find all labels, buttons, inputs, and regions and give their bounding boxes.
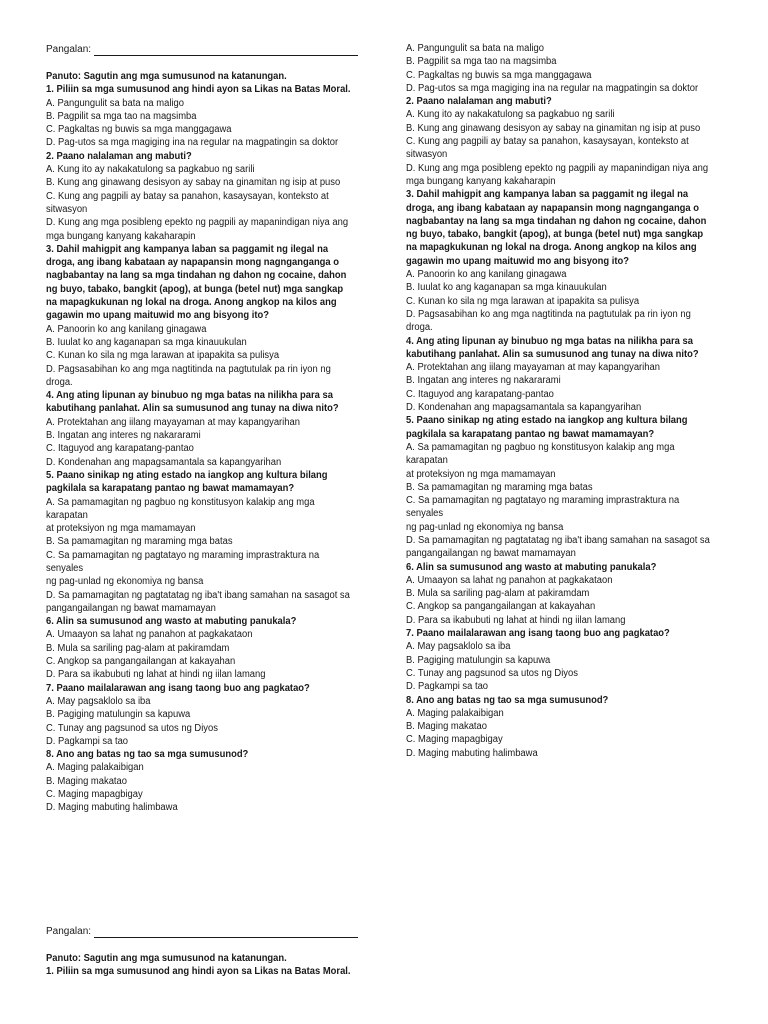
question-stem-line: ng buyo, tabako, bangkit (apog), at bunga (betel nut) mga sangkap [406, 229, 704, 241]
name-blank-line[interactable] [94, 927, 358, 938]
question-stem-line: na mapagkukunan ng lokal na droga. Anong angkop na kilos ang [406, 242, 697, 254]
question-stem-line: 6. Alin sa sumusunod ang wasto at mabuting panukala? [406, 561, 657, 573]
question-item [46, 389, 358, 469]
answer-choice[interactable]: B. Sa pamamagitan ng maraming mga batas [406, 481, 593, 493]
answer-choice[interactable]: D. Kondenahan ang mapagsamantala sa kapangyarihan [406, 402, 642, 414]
answer-choice[interactable]: C. Kunan ko sila ng mga larawan at ipapakita sa pulisya [406, 295, 640, 307]
question-list-continued [406, 42, 718, 760]
answer-choice[interactable]: D. Pagsasabihan ko ang mga nagtitinda na pagtutulak pa rin iyon ng [406, 308, 691, 320]
question-item [46, 243, 358, 389]
question-stem-line: nagbabantay na lang sa mga tindahan ng dahon ng cocaine, dahon [406, 215, 707, 227]
answer-choice[interactable]: pangangailangan ng bawat mamamayan [406, 548, 576, 560]
answer-choice[interactable]: sitwasyon [406, 149, 448, 161]
answer-choice[interactable]: B. Sa pamamagitan ng maraming mga batas [46, 536, 233, 548]
question-item [406, 627, 718, 693]
answer-choice[interactable]: C. Sa pamamagitan ng pagtatayo ng maraming imprastraktura na [46, 549, 320, 561]
answer-choice[interactable]: senyales [46, 562, 84, 574]
name-row [46, 924, 358, 938]
answer-choice[interactable]: B. Pagpilit sa mga tao na magsimba [46, 110, 197, 122]
answer-choice[interactable]: C. Maging mapagbigay [46, 789, 143, 801]
answer-choice[interactable]: A. Sa pamamagitan ng pagbuo ng konstitusyon kalakip ang mga [406, 441, 675, 453]
answer-choice[interactable]: B. Kung ang ginawang desisyon ay sabay na ginamitan ng isip at puso [46, 177, 341, 189]
answer-choice[interactable]: B. Ingatan ang interes ng nakararami [406, 375, 561, 387]
answer-choice[interactable]: C. Pagkaltas ng buwis sa mga manggagawa [406, 69, 592, 81]
question-stem-line: pagkilala sa karapatang pantao ng bawat mamamayan? [46, 483, 295, 495]
answer-choice[interactable]: A. Kung ito ay nakakatulong sa pagkabuo ng sarili [46, 164, 255, 176]
answer-choice[interactable]: B. Mula sa sariling pag-alam at pakiramdam [406, 588, 590, 600]
question-stem-line: 2. Paano nalalaman ang mabuti? [46, 150, 192, 162]
question-item [46, 469, 358, 615]
answer-choice[interactable]: B. Kung ang ginawang desisyon ay sabay na ginamitan ng isip at puso [406, 122, 701, 134]
question-stem-line: droga, ang ibang kabataan ay napapansin mong nagnganganga o [46, 257, 340, 269]
question-item [46, 150, 358, 243]
name-label: Pangalan: [46, 43, 92, 55]
question-stem-line: gagawin mo upang maituwid mo ang bisyong ito? [406, 255, 630, 267]
answer-choice[interactable]: A. May pagsaklolo sa iba [406, 641, 511, 653]
question-list [46, 83, 358, 814]
question-stem-line: 1. Piliin sa mga sumusunod ang hindi ayon sa Likas na Batas Moral. [46, 966, 351, 978]
question-stem-line: 4. Ang ating lipunan ay binubuo ng mga batas na nilikha para sa [46, 390, 333, 402]
answer-choice[interactable]: A. Sa pamamagitan ng pagbuo ng konstitusyon kalakip ang mga [46, 496, 315, 508]
instructions: Panuto: Sagutin ang mga sumusunod na katanungan. [46, 953, 287, 964]
question-stem-line: nagbabantay na lang sa mga tindahan ng dahon ng cocaine, dahon [46, 270, 347, 282]
answer-choice[interactable]: B. Pagpilit sa mga tao na magsimba [406, 56, 557, 68]
question-stem-line: 6. Alin sa sumusunod ang wasto at mabuting panukala? [46, 616, 297, 628]
answer-choice[interactable]: C. Itaguyod ang karapatang-pantao [406, 388, 554, 400]
question-stem-line: 3. Dahil mahigpit ang kampanya laban sa paggamit ng ilegal na [46, 243, 329, 255]
answer-choice[interactable]: A. Protektahan ang iilang mayayaman at may kapangyarihan [406, 362, 660, 374]
question-item [406, 561, 718, 627]
answer-choice[interactable]: B. Mula sa sariling pag-alam at pakiramdam [46, 642, 230, 654]
answer-choice[interactable]: C. Angkop sa pangangailangan at kakayahan [406, 601, 596, 613]
question-stem-line: gagawin mo upang maituwid mo ang bisyong ito? [46, 310, 270, 322]
answer-choice[interactable]: C. Tunay ang pagsunod sa utos ng Diyos [406, 667, 578, 679]
answer-choice[interactable]: D. Pagsasabihan ko ang mga nagtitinda na pagtutulak pa rin iyon ng [46, 363, 331, 375]
answer-choice[interactable]: A. Maging palakaibigan [46, 762, 144, 774]
question-stem-line: 7. Paano mailalarawan ang isang taong buo ang pagkatao? [406, 628, 670, 640]
answer-choice[interactable]: C. Itaguyod ang karapatang-pantao [46, 443, 194, 455]
answer-choice[interactable]: B. Maging makatao [46, 775, 128, 787]
question-stem-line: ng buyo, tabako, bangkit (apog), at bunga (betel nut) mga sangkap [46, 283, 344, 295]
right-column [406, 42, 718, 760]
answer-choice[interactable]: at proteksiyon ng mga mamamayan [406, 468, 556, 480]
answer-choice[interactable]: A. Umaayon sa lahat ng panahon at pagkakataon [46, 629, 253, 641]
answer-choice[interactable]: C. Kung ang pagpili ay batay sa panahon, kasaysayan, konteksto at [46, 190, 329, 202]
answer-choice[interactable]: A. Protektahan ang iilang mayayaman at may kapangyarihan [46, 416, 300, 428]
question-stem-line: kabutihang panlahat. Alin sa sumusunod ang tunay na diwa nito? [46, 403, 339, 415]
answer-choice[interactable]: senyales [406, 508, 444, 520]
answer-choice[interactable]: droga. [46, 376, 73, 388]
answer-choice[interactable]: mga bungang kanyang kakaharapin [406, 175, 556, 187]
answer-choice[interactable]: C. Kung ang pagpili ay batay sa panahon, kasaysayan, konteksto at [406, 136, 689, 148]
answer-choice[interactable]: A. Pangungulit sa bata na maligo [46, 97, 184, 109]
answer-choice[interactable]: C. Tunay ang pagsunod sa utos ng Diyos [46, 722, 218, 734]
question-stem-line: 1. Piliin sa mga sumusunod ang hindi ayon sa Likas na Batas Moral. [46, 84, 351, 96]
answer-choice[interactable]: D. Sa pamamagitan ng pagtatatag ng iba't ibang samahan na sasagot sa [406, 534, 710, 546]
answer-choice[interactable]: D. Para sa ikabubuti ng lahat at hindi ng iilan lamang [46, 669, 266, 681]
answer-choice[interactable]: C. Maging mapagbigay [406, 734, 503, 746]
answer-choice[interactable]: D. Pag-utos sa mga magiging ina na regular na magpatingin sa doktor [46, 137, 339, 149]
answer-choice[interactable]: C. Sa pamamagitan ng pagtatayo ng maraming imprastraktura na [406, 495, 680, 507]
answer-choice[interactable]: B. Pagiging matulungin sa kapuwa [406, 654, 551, 666]
question-stem-line: 4. Ang ating lipunan ay binubuo ng mga batas na nilikha para sa [406, 335, 693, 347]
answer-choice[interactable]: mga bungang kanyang kakaharapin [46, 230, 196, 242]
question-stem-line: na mapagkukunan ng lokal na droga. Anong angkop na kilos ang [46, 297, 337, 309]
question-stem-line: pagkilala sa karapatang pantao ng bawat mamamayan? [406, 428, 655, 440]
answer-choice[interactable]: ng pag-unlad ng ekonomiya ng bansa [46, 576, 204, 588]
answer-choice[interactable]: D. Pagkampi sa tao [46, 735, 129, 747]
question-stem-line: 7. Paano mailalarawan ang isang taong buo ang pagkatao? [46, 682, 310, 694]
question-stem-line: 8. Ano ang batas ng tao sa mga sumusunod? [46, 749, 249, 761]
question-stem-line: 8. Ano ang batas ng tao sa mga sumusunod? [406, 694, 609, 706]
question-stem-line: 3. Dahil mahigpit ang kampanya laban sa paggamit ng ilegal na [406, 189, 689, 201]
answer-choice[interactable]: A. Panoorin ko ang kanilang ginagawa [46, 323, 207, 335]
answer-choice[interactable]: C. Kunan ko sila ng mga larawan at ipapakita sa pulisya [46, 350, 280, 362]
answer-choice[interactable]: sitwasyon [46, 203, 88, 215]
answer-choice[interactable]: B. Ingatan ang interes ng nakararami [46, 430, 201, 442]
question-item [406, 42, 718, 95]
second-copy-header [46, 924, 358, 979]
answer-choice[interactable]: karapatan [406, 455, 448, 467]
name-blank-line[interactable] [94, 45, 358, 56]
answer-choice[interactable]: D. Kung ang mga posibleng epekto ng pagpili ay mapanindigan niya ang [406, 162, 709, 174]
answer-choice[interactable]: B. Pagiging matulungin sa kapuwa [46, 709, 191, 721]
question-stem-line: droga, ang ibang kabataan ay napapansin mong nagnganganga o [406, 202, 700, 214]
name-row [46, 42, 358, 56]
answer-choice[interactable]: droga. [406, 322, 433, 334]
answer-choice[interactable]: A. Maging palakaibigan [406, 707, 504, 719]
question-item [46, 682, 358, 748]
answer-choice[interactable]: A. Kung ito ay nakakatulong sa pagkabuo ng sarili [406, 109, 615, 121]
answer-choice[interactable]: D. Para sa ikabubuti ng lahat at hindi ng iilan lamang [406, 614, 626, 626]
answer-choice[interactable]: A. May pagsaklolo sa iba [46, 695, 151, 707]
answer-choice[interactable]: A. Panoorin ko ang kanilang ginagawa [406, 269, 567, 281]
answer-choice[interactable]: A. Umaayon sa lahat ng panahon at pagkakataon [406, 574, 613, 586]
question-stem-line: 2. Paano nalalaman ang mabuti? [406, 96, 552, 108]
question-item [406, 694, 718, 760]
answer-choice[interactable]: ng pag-unlad ng ekonomiya ng bansa [406, 521, 564, 533]
question-stem-line: 5. Paano sinikap ng ating estado na iangkop ang kultura bilang [406, 415, 688, 427]
question-item [46, 615, 358, 681]
answer-choice[interactable]: at proteksiyon ng mga mamamayan [46, 523, 196, 535]
answer-choice[interactable]: C. Pagkaltas ng buwis sa mga manggagawa [46, 124, 232, 136]
left-column [46, 42, 358, 815]
instructions: Panuto: Sagutin ang mga sumusunod na katanungan. [46, 71, 287, 82]
answer-choice[interactable]: karapatan [46, 509, 88, 521]
answer-choice[interactable]: B. Iuulat ko ang kaganapan sa mga kinauukulan [406, 282, 607, 294]
answer-choice[interactable]: D. Kondenahan ang mapagsamantala sa kapangyarihan [46, 456, 282, 468]
question-item [46, 83, 358, 149]
answer-choice[interactable]: D. Kung ang mga posibleng epekto ng pagpili ay mapanindigan niya ang [46, 217, 349, 229]
answer-choice[interactable]: A. Pangungulit sa bata na maligo [406, 43, 544, 54]
question-item [406, 95, 718, 188]
question-item [406, 335, 718, 415]
question-stem-line: kabutihang panlahat. Alin sa sumusunod ang tunay na diwa nito? [406, 348, 699, 360]
answer-choice[interactable]: D. Pagkampi sa tao [406, 681, 489, 693]
answer-choice[interactable]: B. Iuulat ko ang kaganapan sa mga kinauukulan [46, 336, 247, 348]
question-item [406, 188, 718, 334]
answer-choice[interactable]: D. Pag-utos sa mga magiging ina na regular na magpatingin sa doktor [406, 82, 699, 94]
answer-choice[interactable]: pangangailangan ng bawat mamamayan [46, 602, 216, 614]
question-item [46, 748, 358, 814]
answer-choice[interactable]: C. Angkop sa pangangailangan at kakayahan [46, 656, 236, 668]
answer-choice[interactable]: D. Maging mabuting halimbawa [46, 802, 178, 814]
answer-choice[interactable]: B. Maging makatao [406, 721, 488, 733]
answer-choice[interactable]: D. Maging mabuting halimbawa [406, 747, 538, 759]
question-item [406, 414, 718, 560]
question-stem-line: 5. Paano sinikap ng ating estado na iangkop ang kultura bilang [46, 469, 328, 481]
name-label: Pangalan: [46, 925, 92, 937]
answer-choice[interactable]: D. Sa pamamagitan ng pagtatatag ng iba't ibang samahan na sasagot sa [46, 589, 350, 601]
